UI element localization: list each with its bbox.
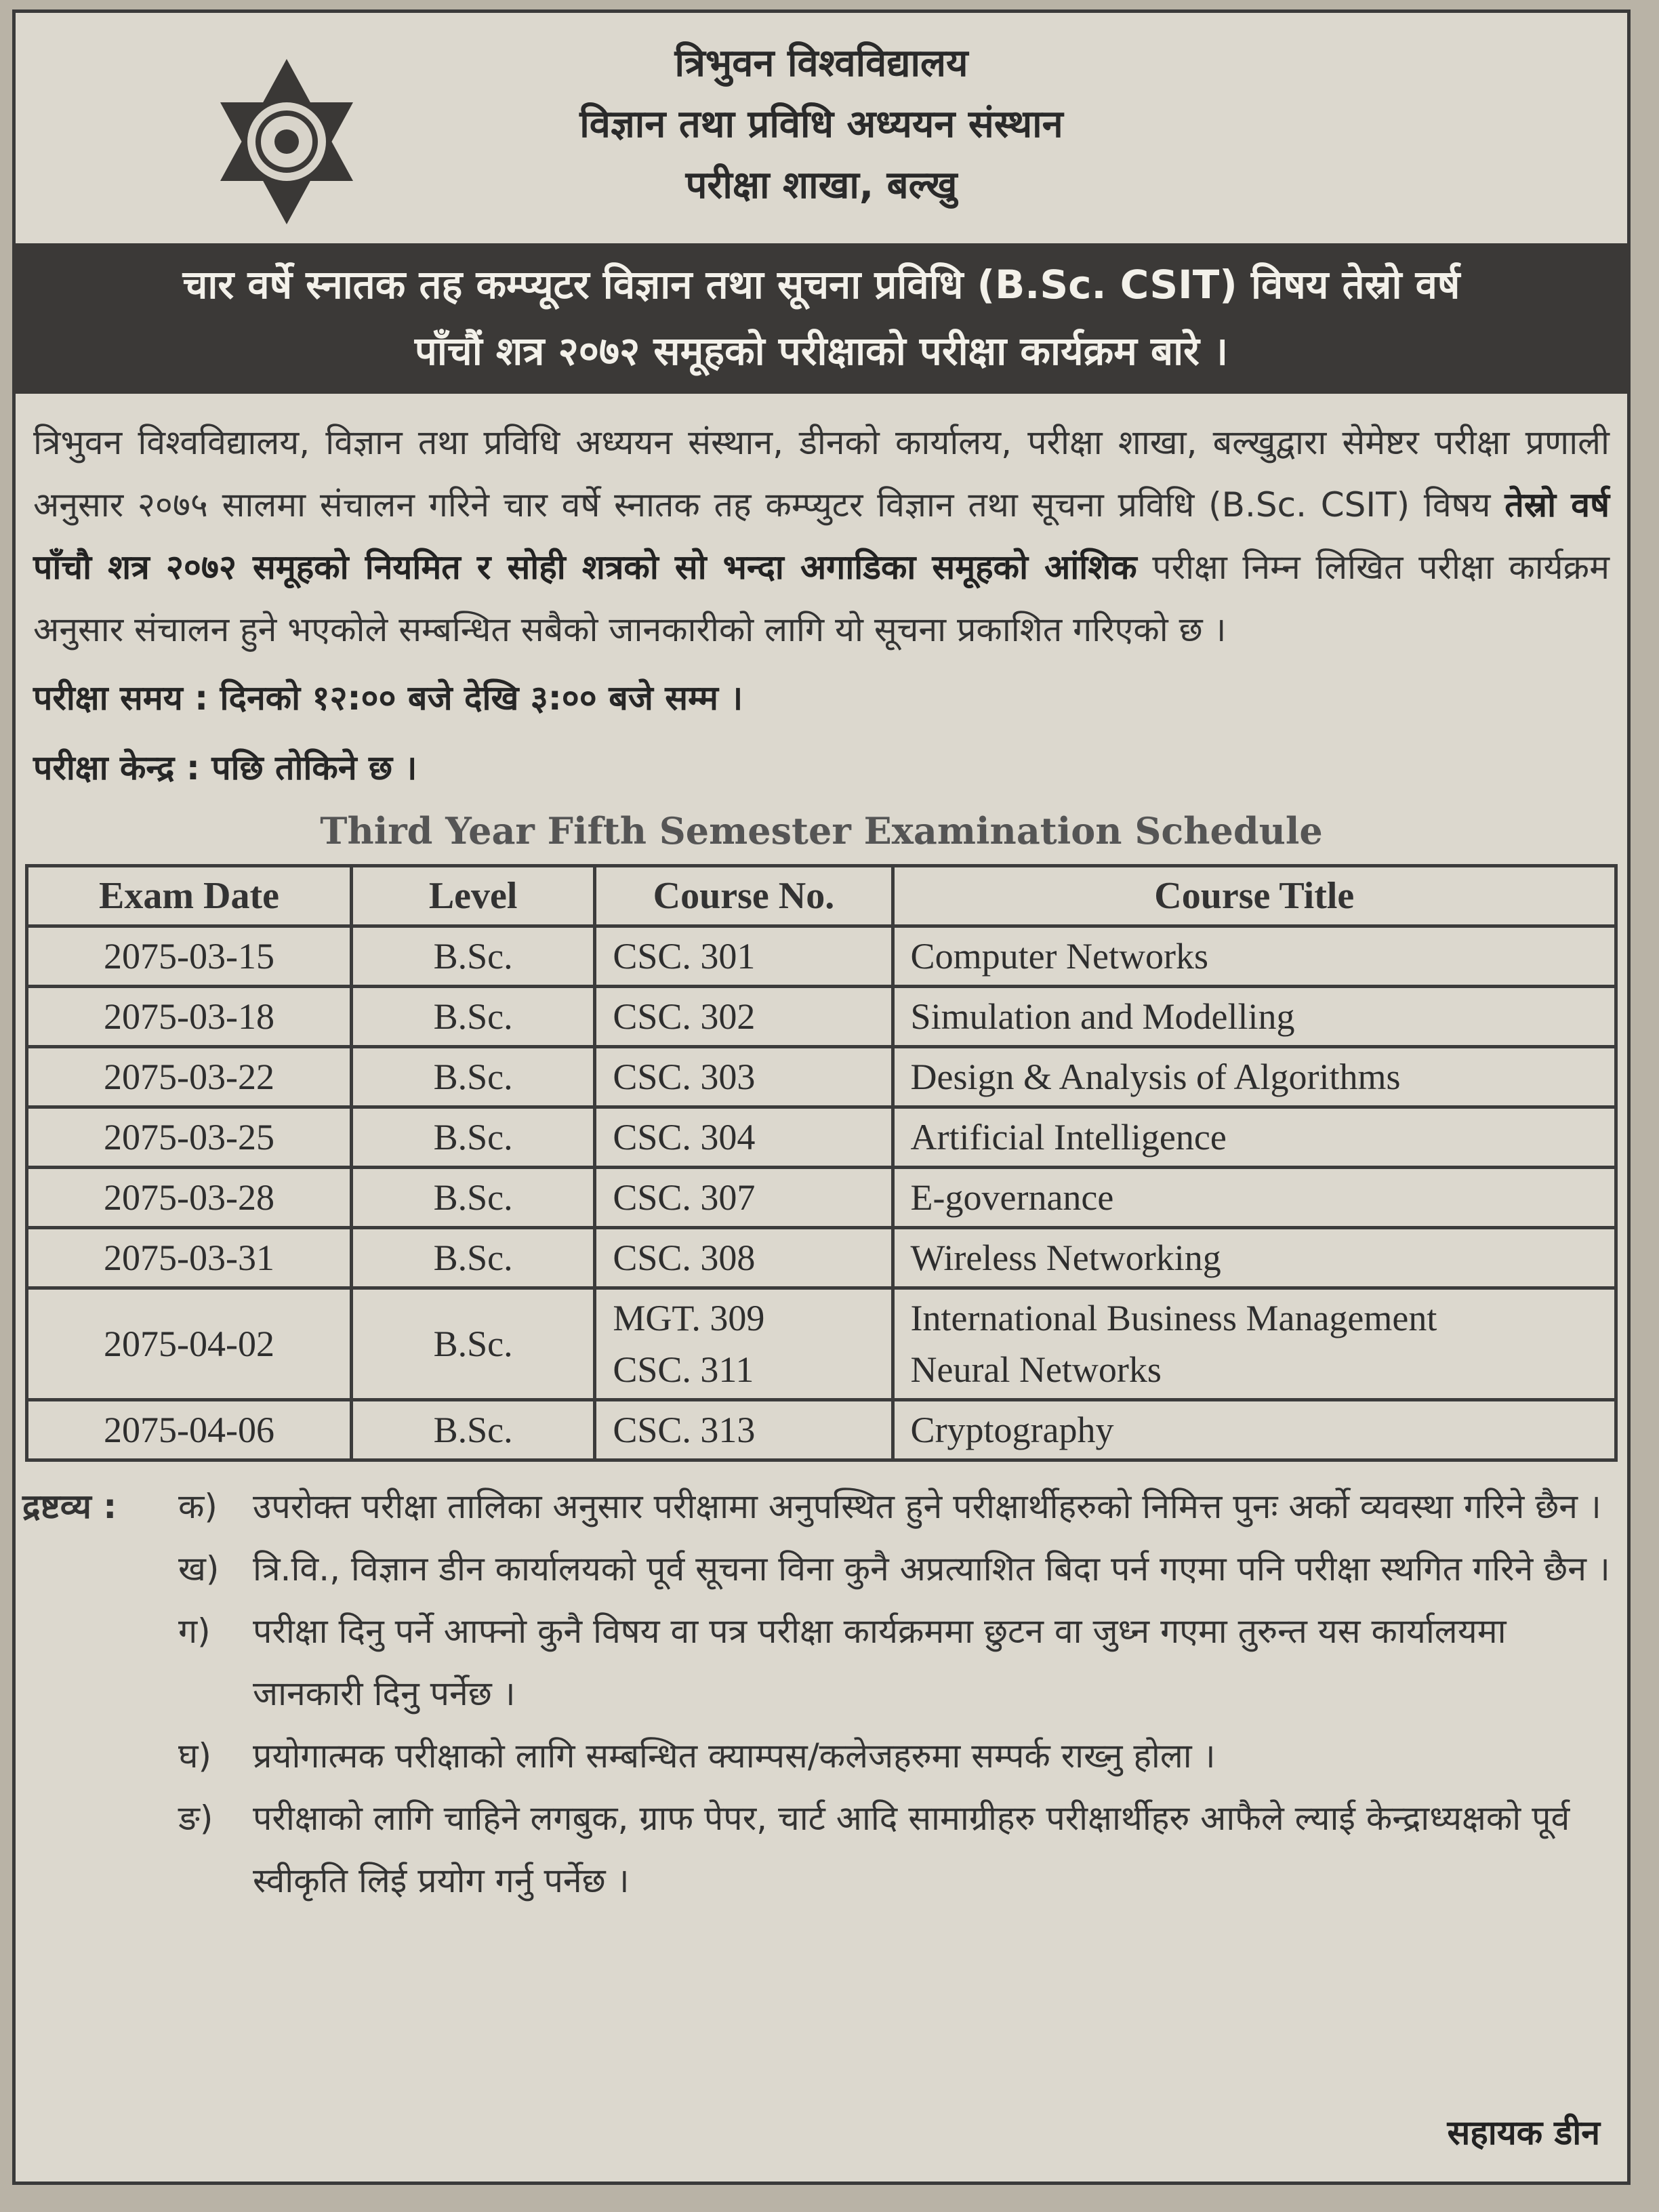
notice-paper — [12, 9, 1631, 2185]
note-mark: ग) — [178, 1612, 211, 1651]
table-row — [27, 987, 1616, 1047]
table-row — [27, 1047, 1616, 1107]
course-no: CSC. 304 — [595, 1107, 893, 1168]
course-no-cell — [595, 1288, 893, 1400]
course-title: International Business Management — [910, 1298, 1437, 1338]
banner-line-1: चार वर्षे स्नातक तह कम्प्यूटर विज्ञान तथा सूचना प्रविधि (B.Sc. CSIT) विषय तेस्रो वर्ष — [182, 262, 1460, 308]
note-text: परीक्षा दिनु पर्ने आफ्नो कुनै विषय वा पत्र परीक्षा कार्यक्रममा छुटन वा जुध्न गएमा तुरुन्त यस कार्यालयमा जानकारी दिनु पर्नेछ । — [253, 1612, 1507, 1713]
course-no: CSC. 308 — [595, 1228, 893, 1288]
course-title-second: Neural Networks — [910, 1349, 1162, 1390]
note-text: प्रयोगात्मक परीक्षाको लागि सम्बन्धित क्याम्पस/कलेजहरुमा सम्पर्क राख्नु होला । — [253, 1736, 1216, 1776]
course-no: CSC. 313 — [595, 1400, 893, 1460]
level: B.Sc. — [351, 1400, 594, 1460]
university-name: त्रिभुवन विश्वविद्यालय — [674, 41, 968, 85]
course-no: CSC. 301 — [595, 926, 893, 987]
table-row — [27, 1288, 1616, 1400]
course-no: CSC. 303 — [595, 1047, 893, 1107]
table-row — [27, 1400, 1616, 1460]
note-item — [22, 1538, 1614, 1600]
course-title: Simulation and Modelling — [893, 987, 1616, 1047]
level: B.Sc. — [351, 1228, 594, 1288]
notice-banner — [13, 243, 1630, 394]
header — [16, 13, 1627, 243]
signature: सहायक डीन — [1447, 2113, 1600, 2152]
table-row — [27, 1228, 1616, 1288]
paragraph-bold: तेस्रो वर्ष पाँचौ शत्र २०७२ समूहको नियमित र सोही शत्रको सो भन्दा अगाडिका समूहको आंशिक — [33, 485, 1610, 587]
course-title: Artificial Intelligence — [893, 1107, 1616, 1168]
note-item — [22, 1725, 1614, 1787]
course-no: CSC. 307 — [595, 1168, 893, 1228]
exam-time: परीक्षा समय : दिनको १२:०० बजे देखि ३:०० बजे सम्म । — [33, 678, 743, 718]
course-title: Cryptography — [893, 1400, 1616, 1460]
note-mark: क) — [178, 1487, 218, 1526]
schedule-table — [25, 864, 1618, 1462]
course-no-second: CSC. 311 — [613, 1349, 754, 1390]
section-name: परीक्षा शाखा, बल्खु — [685, 163, 958, 207]
note-mark: घ) — [178, 1736, 212, 1776]
table-row — [27, 1168, 1616, 1228]
note-text: त्रि.वि., विज्ञान डीन कार्यालयको पूर्व सूचना विना कुनै अप्रत्याशित बिदा पर्न गएमा पनि परीक्षा स्थगित गरिने छैन । — [253, 1549, 1610, 1589]
exam-date: 2075-03-18 — [27, 987, 352, 1047]
notes-section — [16, 1462, 1627, 1912]
note-mark: ङ) — [178, 1799, 213, 1838]
notes-lead: द्रष्टव्य : — [22, 1487, 117, 1526]
paragraph-end: परीक्षा निम्न लिखित परीक्षा कार्यक्रम अनुसार संचालन हुने भएकोले सम्बन्धित सबैको जानकारीको लागि यो सूचना प्रकाशित गरिएको छ । — [33, 548, 1610, 649]
note-text: उपरोक्त परीक्षा तालिका अनुसार परीक्षामा अनुपस्थित हुने परीक्षार्थीहरुको निमित्त पुनः अर्को व्यवस्था गरिने छैन । — [253, 1487, 1601, 1526]
banner-line-2: पाँचौं शत्र २०७२ समूहको परीक्षाको परीक्षा कार्यक्रम बारे । — [414, 328, 1229, 374]
level: B.Sc. — [351, 926, 594, 987]
exam-date: 2075-03-25 — [27, 1107, 352, 1168]
table-header-row — [27, 866, 1616, 926]
header-level: Level — [351, 866, 594, 926]
note-mark: ख) — [178, 1549, 220, 1589]
exam-date: 2075-04-02 — [27, 1288, 352, 1400]
exam-date: 2075-03-15 — [27, 926, 352, 987]
course-title: E-governance — [893, 1168, 1616, 1228]
level: B.Sc. — [351, 1168, 594, 1228]
exam-date: 2075-03-22 — [27, 1047, 352, 1107]
table-row — [27, 926, 1616, 987]
level: B.Sc. — [351, 1047, 594, 1107]
course-title: Design & Analysis of Algorithms — [893, 1047, 1616, 1107]
course-title: Wireless Networking — [893, 1228, 1616, 1288]
exam-date: 2075-04-06 — [27, 1400, 352, 1460]
table-row — [27, 1107, 1616, 1168]
exam-center: परीक्षा केन्द्र : पछि तोकिने छ । — [33, 748, 417, 787]
schedule-title: Third Year Fifth Semester Examination Schedule — [320, 809, 1323, 853]
note-item — [22, 1600, 1614, 1725]
organization-title — [16, 33, 1627, 216]
header-course-no: Course No. — [595, 866, 893, 926]
header-course-title: Course Title — [893, 866, 1616, 926]
course-no: MGT. 309 — [613, 1298, 765, 1338]
level: B.Sc. — [351, 1288, 594, 1400]
exam-date: 2075-03-28 — [27, 1168, 352, 1228]
paragraph-start: त्रिभुवन विश्वविद्यालय, विज्ञान तथा प्रविधि अध्ययन संस्थान, डीनको कार्यालय, परीक्षा शाखा, बल्खुद्वारा सेमेष्टर परीक्षा प्रणाली अनुसार २०७५ सालमा संचालन गरिने चार वर्षे स्नातक तह कम्प्युटर विज्ञान तथा सूचना प्रविधि (B.Sc. CSIT) विषय — [33, 423, 1610, 525]
header-exam-date: Exam Date — [27, 866, 352, 926]
exam-date: 2075-03-31 — [27, 1228, 352, 1288]
notice-paragraph — [16, 394, 1627, 661]
course-title: Computer Networks — [893, 926, 1616, 987]
note-text: परीक्षाको लागि चाहिने लगबुक, ग्राफ पेपर, चार्ट आदि सामाग्रीहरु परीक्षार्थीहरु आफैले ल्याई केन्द्राध्यक्षको पूर्व स्वीकृति लिई प्रयोग गर्नु पर्नेछ । — [253, 1799, 1570, 1900]
institute-name: विज्ञान तथा प्रविधि अध्ययन संस्थान — [579, 102, 1063, 146]
course-title-cell — [893, 1288, 1616, 1400]
level: B.Sc. — [351, 1107, 594, 1168]
note-item — [22, 1787, 1614, 1912]
level: B.Sc. — [351, 987, 594, 1047]
note-item — [22, 1475, 1614, 1538]
course-no: CSC. 302 — [595, 987, 893, 1047]
